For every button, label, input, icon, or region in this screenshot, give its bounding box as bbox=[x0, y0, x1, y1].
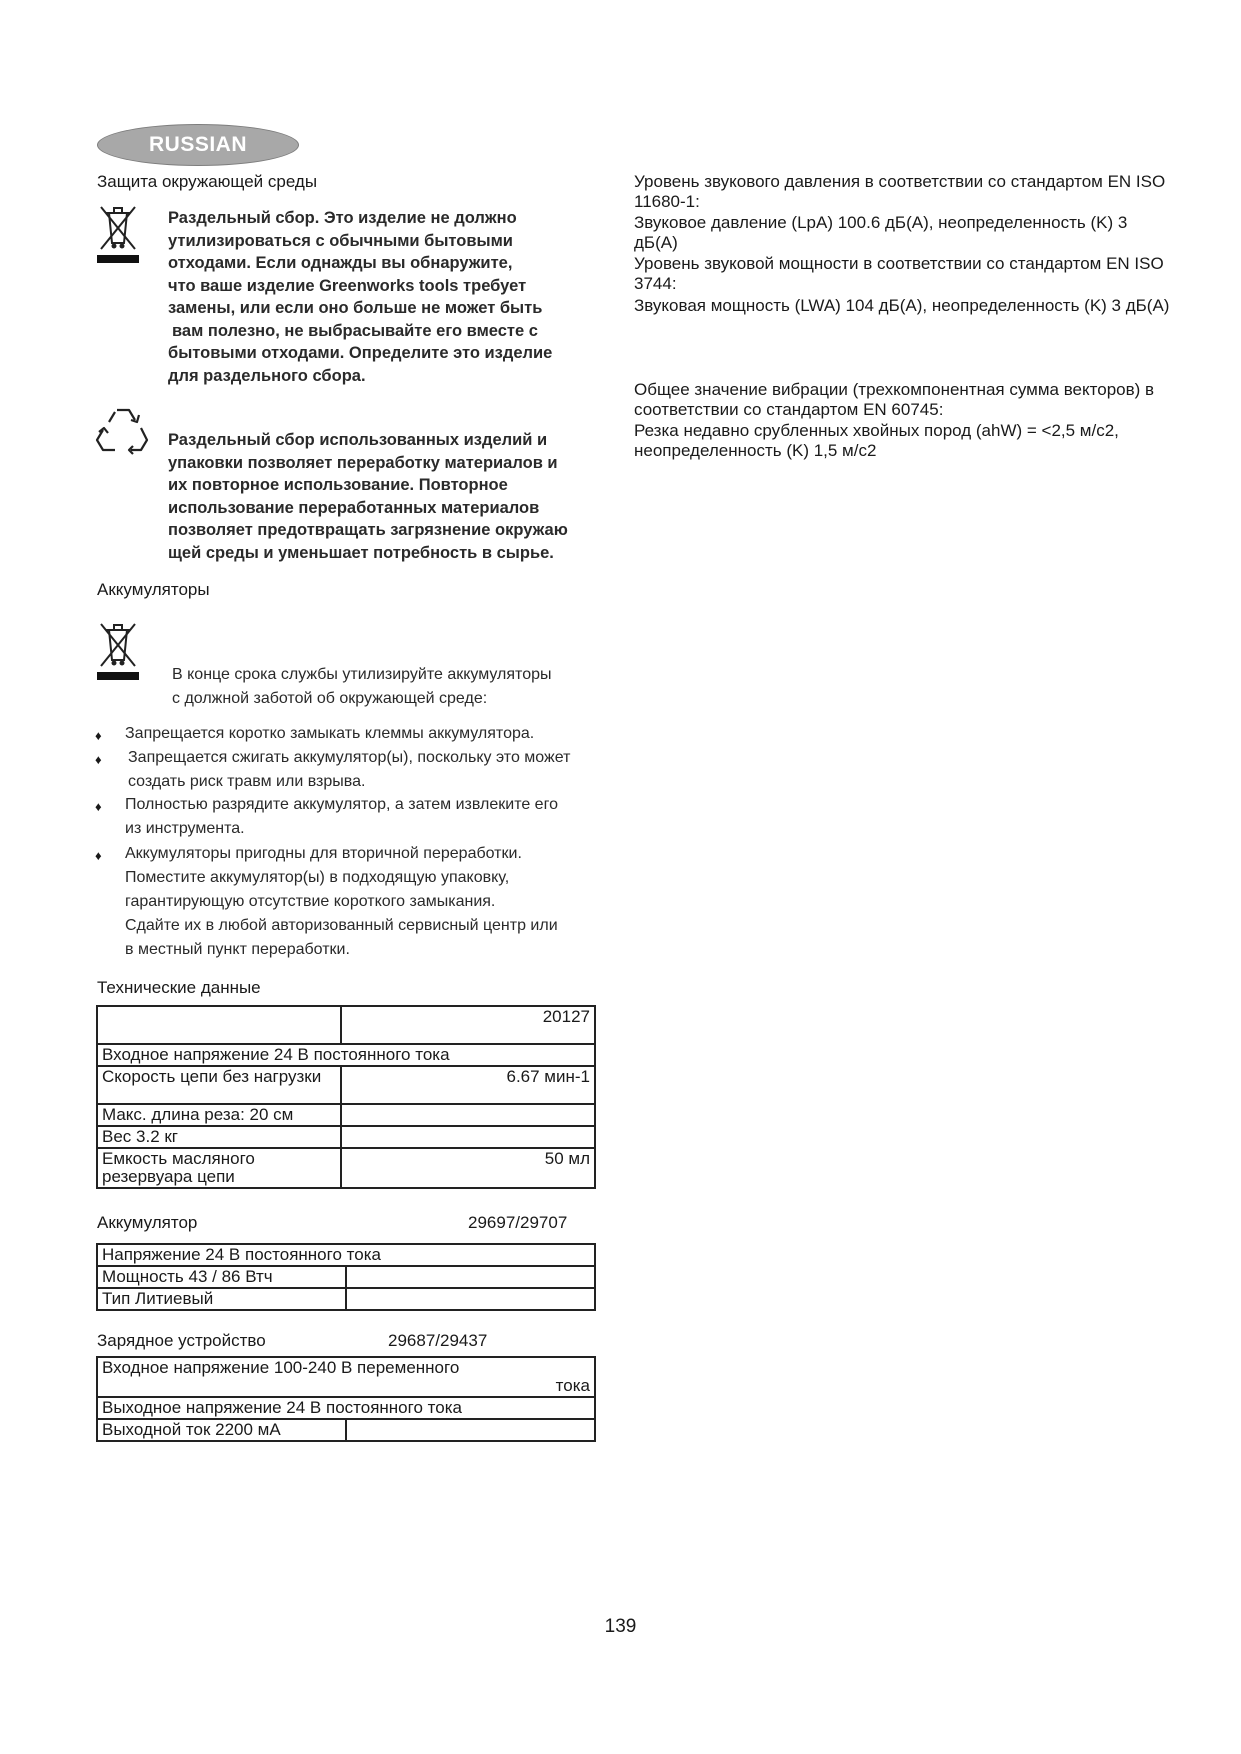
sound-pressure-heading: Уровень звукового давления в соответствии со стандартом EN ISO 11680-1: bbox=[634, 172, 1166, 211]
battery-bullet-4: Аккумуляторы пригодны для вторичной переработки. Поместите аккумулятор(ы) в подходящую упаковку, гарантирующую отсутствие короткого замыкания. Сдайте их в любой авторизованный сервисный центр или в местный пункт переработки. bbox=[125, 845, 558, 958]
battery-intro: В конце срока службы утилизируйте аккумуляторы с должной заботой об окружающей среде: bbox=[172, 666, 552, 707]
vibration-heading: Общее значение вибрации (трехкомпонентная сумма векторов) в соответствии со стандартом EN 60745: bbox=[634, 380, 1155, 419]
tool-spec-table: 20127 Входное напряжение 24 В постоянного тока Скорость цепи без нагрузки 6.67 мин-1 Макс. длина реза: 20 см Вес 3.2 кг Емкость масляного резервуара цепи 50 мл bbox=[96, 1005, 596, 1189]
tech-data-heading: Технические данные bbox=[97, 978, 261, 997]
tool-model: 20127 bbox=[341, 1006, 595, 1044]
table-row: Напряжение 24 В постоянного тока bbox=[97, 1244, 595, 1266]
bullet-diamond-icon: ♦ bbox=[95, 752, 102, 767]
table-row: Выходное напряжение 24 В постоянного тока bbox=[97, 1397, 595, 1419]
battery-bullet-3: Полностью разрядите аккумулятор, а затем извлеките его из инструмента. bbox=[125, 796, 558, 837]
recycle-icon bbox=[95, 404, 151, 456]
table-row: Скорость цепи без нагрузки bbox=[97, 1066, 341, 1104]
table-row: Мощность 43 / 86 Втч bbox=[97, 1266, 346, 1288]
charger-spec-table bbox=[96, 1356, 596, 1442]
recycle-text: Раздельный сбор использованных изделий и упаковки позволяет переработку материалов и их повторное использование. Повторное использование переработанных материалов позволяет предотвращать загрязнение окружаю щей среды и уменьшает потребность в сырье. bbox=[168, 431, 568, 562]
bullet-diamond-icon: ♦ bbox=[95, 799, 102, 814]
crossed-bin-icon bbox=[95, 620, 141, 682]
table-row: Вес 3.2 кг bbox=[97, 1126, 341, 1148]
battery-spec-table bbox=[96, 1243, 596, 1311]
charger-model: 29687/29437 bbox=[388, 1331, 488, 1350]
battery-model: 29697/29707 bbox=[468, 1213, 568, 1232]
table-row: Выходной ток 2200 мА bbox=[97, 1419, 346, 1441]
crossed-bin-icon bbox=[95, 203, 141, 265]
table-row: Тип Литиевый bbox=[97, 1288, 346, 1310]
weee-text: Раздельный сбор. Это изделие не должно утилизироваться с обычными бытовыми отходами. Если однажды вы обнаружите, что ваше изделие Greenworks tools требует замены, или если оно больше не может быть вам полезно, не выбрасывайте его вместе с бытовыми отходами. Определите это изделие для раздельного сбора. bbox=[168, 209, 553, 385]
battery-bullet-2: Запрещается сжигать аккумулятор(ы), поскольку это может создать риск травм или взрыва. bbox=[128, 749, 571, 790]
battery-bullet-1: Запрещается коротко замыкать клеммы аккумулятора. bbox=[125, 725, 535, 742]
page-number: 139 bbox=[604, 1616, 637, 1637]
battery-label: Аккумулятор bbox=[97, 1213, 198, 1232]
table-row: Входное напряжение 24 В постоянного тока bbox=[97, 1044, 595, 1066]
charger-label: Зарядное устройство bbox=[97, 1331, 266, 1350]
vibration-value: Резка недавно срубленных хвойных пород (ahW) = <2,5 м/с2, неопределенность (K) 1,5 м/с2 bbox=[634, 421, 1119, 460]
bullet-diamond-icon: ♦ bbox=[95, 728, 102, 743]
sound-power-heading: Уровень звуковой мощности в соответствии со стандартом EN ISO 3744: bbox=[634, 254, 1164, 293]
table-row: Входное напряжение 100-240 В переменного тока bbox=[97, 1357, 595, 1397]
table-row: Макс. длина реза: 20 см bbox=[97, 1104, 341, 1126]
table-row: Емкость масляного резервуара цепи bbox=[97, 1148, 341, 1188]
bullet-diamond-icon: ♦ bbox=[95, 848, 102, 863]
language-badge: RUSSIAN bbox=[97, 124, 299, 166]
sound-power-value: Звуковая мощность (LWA) 104 дБ(А), неопределенность (K) 3 дБ(А) bbox=[634, 296, 1170, 315]
sound-pressure-value: Звуковое давление (LpA) 100.6 дБ(А), неопределенность (K) 3 дБ(А) bbox=[634, 213, 1128, 252]
environment-heading: Защита окружающей среды bbox=[97, 172, 318, 191]
batteries-heading: Аккумуляторы bbox=[97, 580, 210, 599]
